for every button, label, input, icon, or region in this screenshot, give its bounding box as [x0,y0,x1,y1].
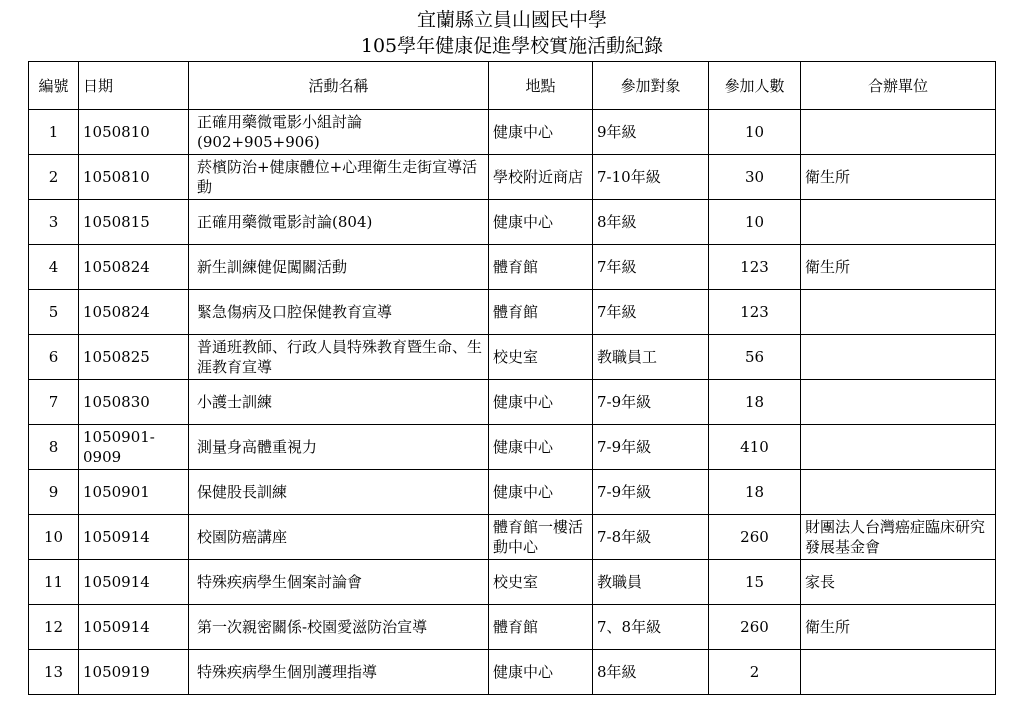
cell-no: 4 [29,245,79,290]
cell-no: 10 [29,515,79,560]
table-row [29,155,996,200]
cell-activity-name: 正確用藥微電影小組討論(902+905+906) [189,110,489,155]
cell-date: 1050825 [79,335,189,380]
cell-count: 18 [709,380,801,425]
cell-target: 7-9年級 [593,470,709,515]
cell-activity-name: 普通班教師、行政人員特殊教育暨生命、生涯教育宣導 [189,335,489,380]
table-body [29,110,996,695]
cell-place: 體育館 [489,605,593,650]
document-subtitle: 105學年健康促進學校實施活動紀錄 [360,35,664,57]
table-row [29,110,996,155]
cell-place: 健康中心 [489,470,593,515]
table-row [29,290,996,335]
cell-no: 11 [29,560,79,605]
cell-partner: 衛生所 [801,155,996,200]
cell-place: 體育館 [489,290,593,335]
table-row [29,380,996,425]
cell-partner [801,200,996,245]
cell-activity-name: 特殊疾病學生個案討論會 [189,560,489,605]
header-place: 地點 [489,62,593,110]
header-row [29,62,996,110]
activity-table [28,61,996,695]
cell-target: 7-8年級 [593,515,709,560]
cell-target: 7-9年級 [593,380,709,425]
cell-partner: 財團法人台灣癌症臨床研究發展基金會 [801,515,996,560]
cell-activity-name: 緊急傷病及口腔保健教育宣導 [189,290,489,335]
cell-target: 教職員 [593,560,709,605]
cell-date: 1050914 [79,515,189,560]
cell-partner: 家長 [801,560,996,605]
header-date: 日期 [79,62,189,110]
cell-date: 1050901-0909 [79,425,189,470]
cell-activity-name: 新生訓練健促闖關活動 [189,245,489,290]
cell-partner [801,425,996,470]
header-target: 參加對象 [593,62,709,110]
cell-count: 15 [709,560,801,605]
cell-target: 7、8年級 [593,605,709,650]
cell-target: 7-9年級 [593,425,709,470]
cell-count: 30 [709,155,801,200]
cell-partner [801,380,996,425]
cell-no: 2 [29,155,79,200]
cell-date: 1050914 [79,560,189,605]
cell-no: 13 [29,650,79,695]
cell-no: 8 [29,425,79,470]
table-row [29,245,996,290]
cell-date: 1050830 [79,380,189,425]
cell-partner: 衛生所 [801,245,996,290]
cell-date: 1050901 [79,470,189,515]
cell-no: 1 [29,110,79,155]
cell-no: 12 [29,605,79,650]
cell-partner: 衛生所 [801,605,996,650]
cell-target: 7年級 [593,290,709,335]
table-row [29,515,996,560]
cell-date: 1050824 [79,290,189,335]
cell-place: 體育館 [489,245,593,290]
cell-target: 教職員工 [593,335,709,380]
cell-date: 1050810 [79,155,189,200]
cell-activity-name: 正確用藥微電影討論(804) [189,200,489,245]
cell-place: 體育館一樓活動中心 [489,515,593,560]
cell-activity-name: 測量身高體重視力 [189,425,489,470]
cell-count: 260 [709,605,801,650]
table-row [29,425,996,470]
cell-place: 學校附近商店 [489,155,593,200]
cell-count: 10 [709,110,801,155]
cell-activity-name: 菸檳防治+健康體位+心理衛生走街宣導活動 [189,155,489,200]
cell-date: 1050810 [79,110,189,155]
cell-count: 18 [709,470,801,515]
header-partner: 合辦單位 [801,62,996,110]
cell-target: 9年級 [593,110,709,155]
cell-activity-name: 特殊疾病學生個別護理指導 [189,650,489,695]
cell-partner [801,110,996,155]
table-row [29,470,996,515]
cell-count: 56 [709,335,801,380]
cell-target: 8年級 [593,200,709,245]
table-row [29,605,996,650]
cell-place: 健康中心 [489,110,593,155]
cell-no: 7 [29,380,79,425]
cell-partner [801,650,996,695]
cell-place: 健康中心 [489,650,593,695]
cell-activity-name: 小護士訓練 [189,380,489,425]
cell-count: 123 [709,290,801,335]
header-name: 活動名稱 [189,62,489,110]
cell-date: 1050824 [79,245,189,290]
header-count: 參加人數 [709,62,801,110]
cell-target: 8年級 [593,650,709,695]
table-row [29,650,996,695]
cell-partner [801,290,996,335]
cell-date: 1050919 [79,650,189,695]
cell-partner [801,470,996,515]
cell-no: 3 [29,200,79,245]
cell-count: 10 [709,200,801,245]
cell-place: 健康中心 [489,425,593,470]
cell-no: 6 [29,335,79,380]
cell-target: 7-10年級 [593,155,709,200]
cell-activity-name: 第一次親密關係-校園愛滋防治宣導 [189,605,489,650]
cell-no: 5 [29,290,79,335]
cell-partner [801,335,996,380]
cell-count: 2 [709,650,801,695]
cell-no: 9 [29,470,79,515]
table-row [29,335,996,380]
cell-activity-name: 校園防癌講座 [189,515,489,560]
cell-place: 校史室 [489,335,593,380]
cell-count: 260 [709,515,801,560]
cell-place: 健康中心 [489,380,593,425]
cell-date: 1050914 [79,605,189,650]
table-row [29,560,996,605]
cell-place: 健康中心 [489,200,593,245]
cell-count: 123 [709,245,801,290]
cell-count: 410 [709,425,801,470]
cell-activity-name: 保健股長訓練 [189,470,489,515]
cell-date: 1050815 [79,200,189,245]
cell-target: 7年級 [593,245,709,290]
table-row [29,200,996,245]
document-title: 宜蘭縣立員山國民中學 [416,9,607,31]
cell-place: 校史室 [489,560,593,605]
header-no: 編號 [29,62,79,110]
